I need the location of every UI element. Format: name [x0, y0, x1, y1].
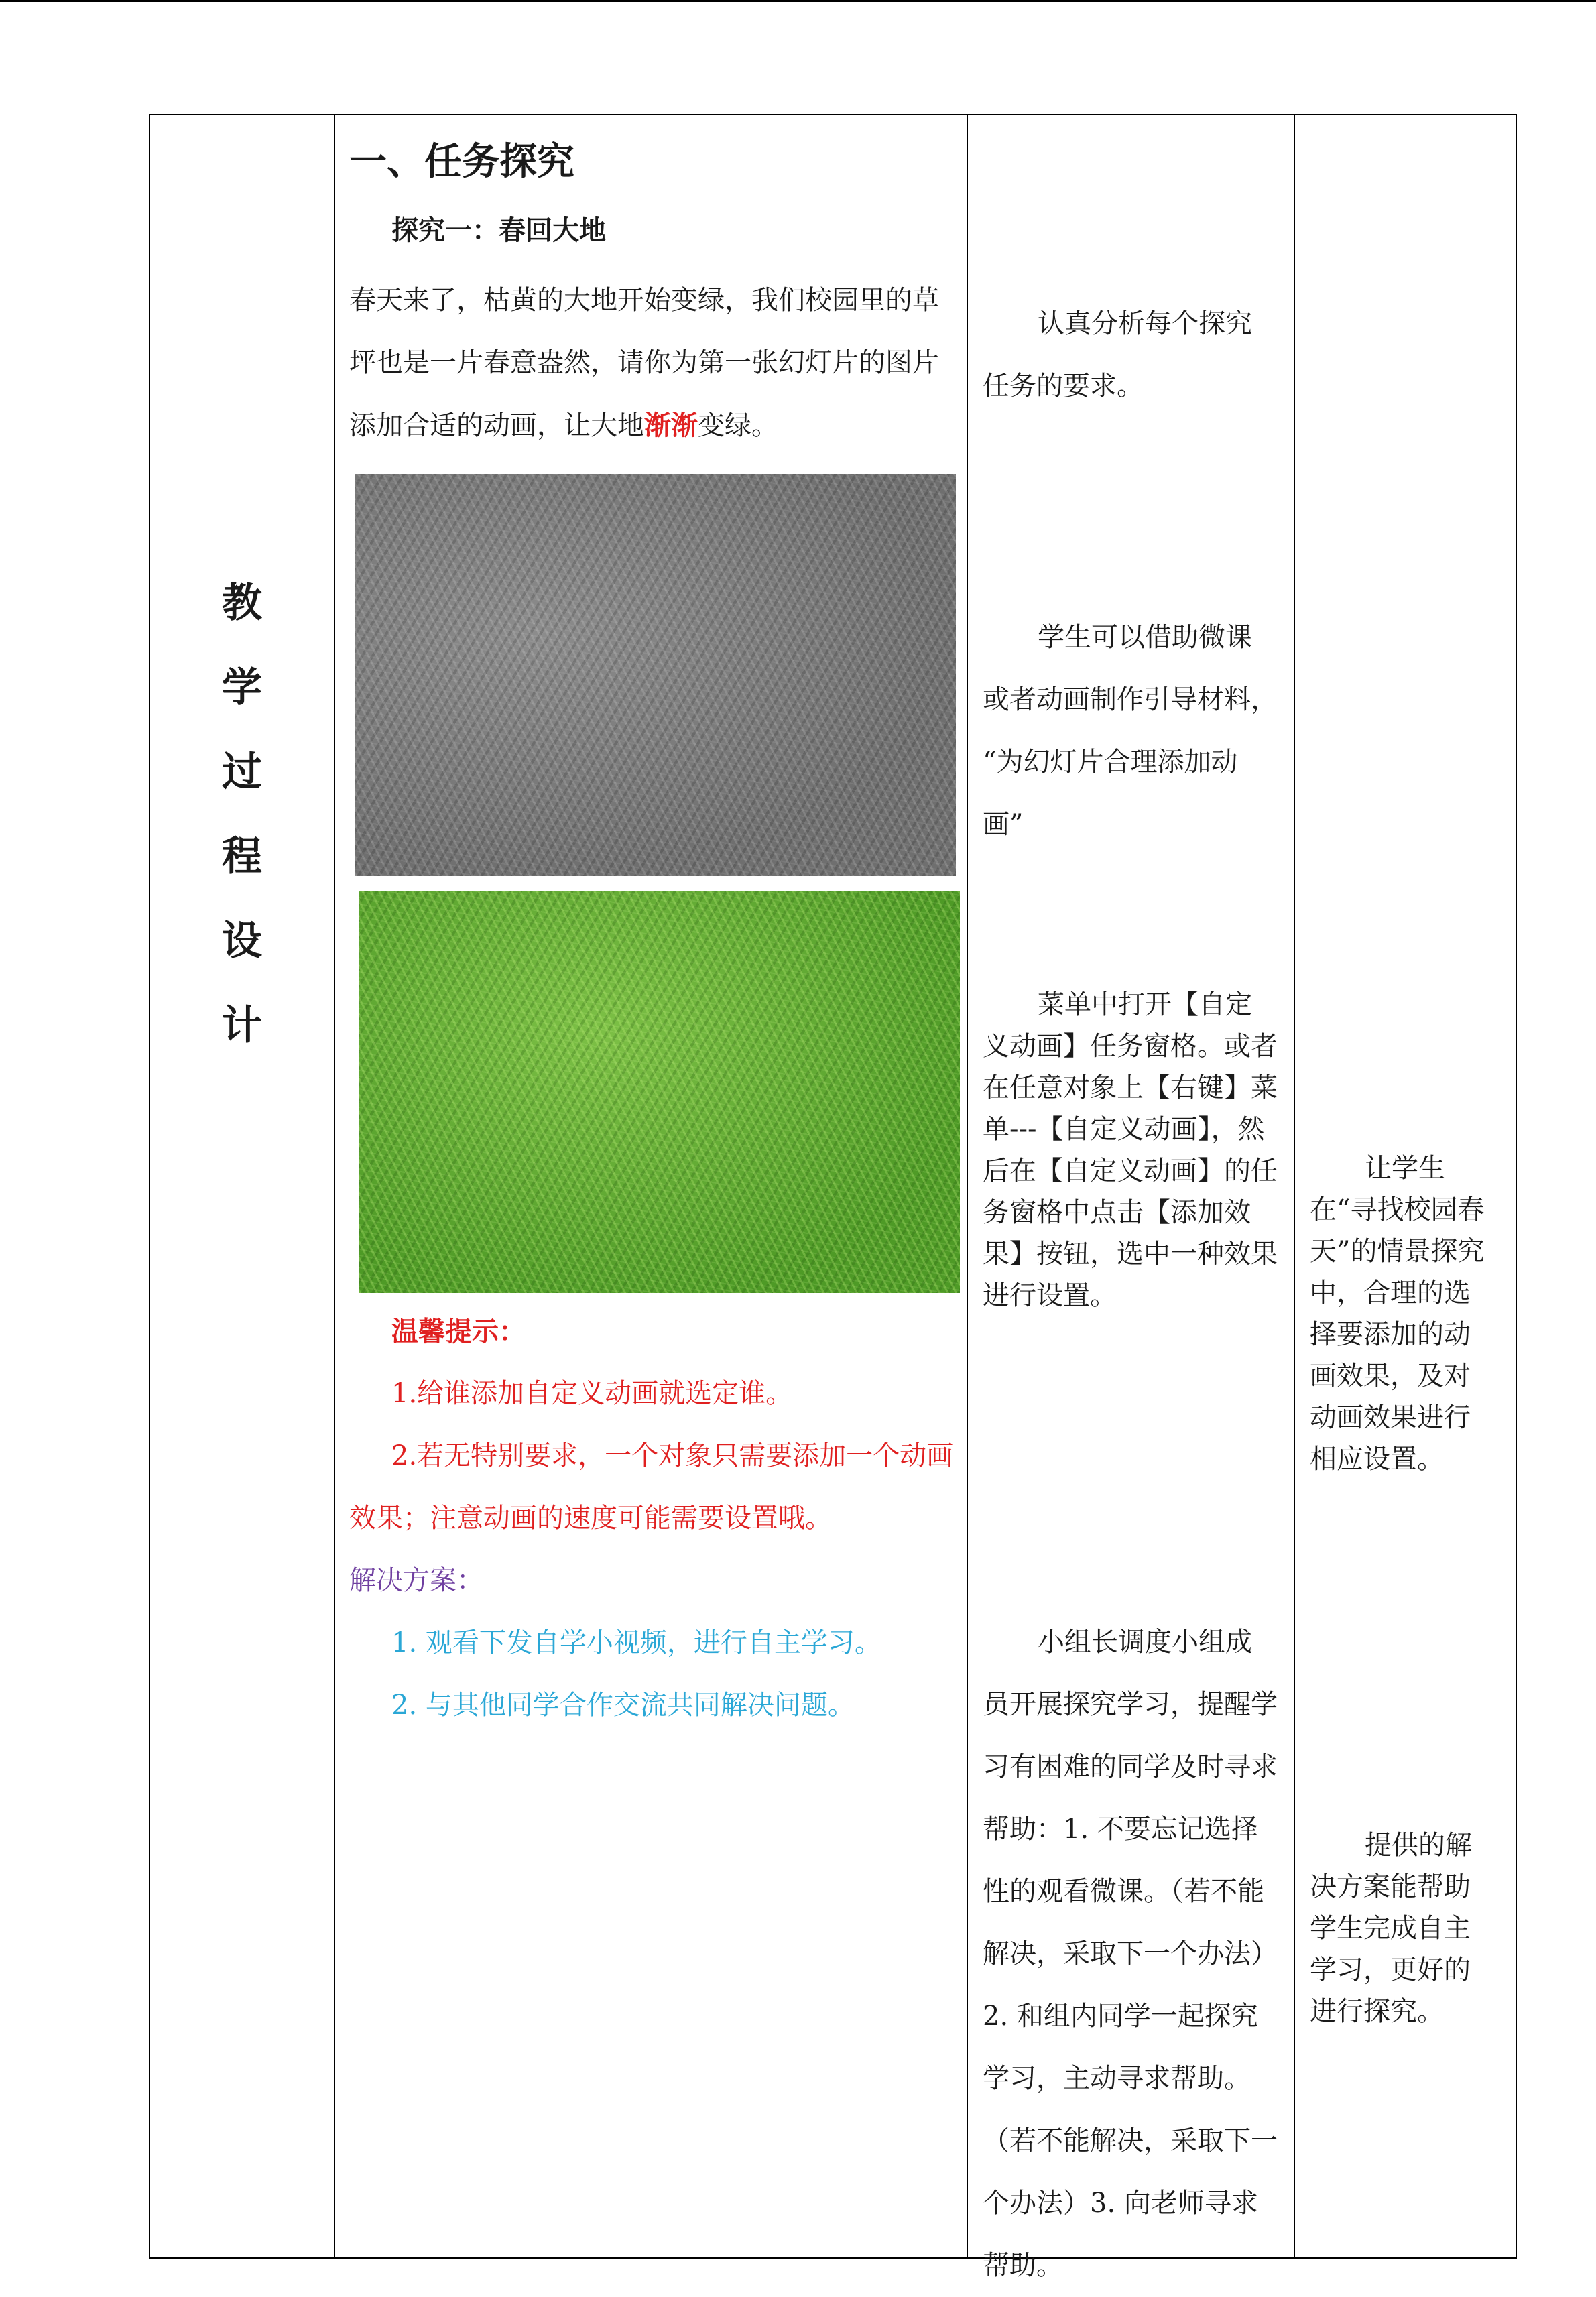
paragraph-text: 春天来了，枯黄的大地开始变绿，我们校园里的草坪也是一片春意盎然，请你为第一张幻灯片的图片添加合适的动画，让大地 — [349, 285, 939, 441]
design-intent-cell — [1294, 115, 1516, 2258]
section-label-char: 学 — [222, 664, 262, 711]
tip-item: 2.若无特别要求，一个对象只需要添加一个动画效果；注意动画的速度可能需要设置哦。 — [349, 1440, 954, 1534]
section-label — [150, 561, 334, 1068]
activity-note-quote: “为幻灯片合理添加动画” — [983, 747, 1238, 840]
section-label-char: 计 — [222, 1002, 262, 1049]
section-label-char: 程 — [222, 833, 262, 880]
paragraph-text-end: 变绿。 — [698, 410, 778, 441]
task-subheading: 探究一：春回大地 — [391, 214, 606, 246]
activity-note: 菜单中打开【自定义动画】任务窗格。或者在任意对象上【右键】菜单---【自定义动画】，然后在【自定义动画】的任务窗格中点击【添加效果】按钮，选中一种效果进行设置。 — [983, 989, 1278, 1311]
tip-item: 1.给谁添加自定义动画就选定谁。 — [391, 1378, 793, 1409]
grass-photo-grayscale — [355, 474, 956, 876]
main-content-cell — [334, 115, 967, 2258]
solution-item: 1. 观看下发自学小视频，进行自主学习。 — [391, 1627, 881, 1658]
section-label-char: 过 — [222, 749, 262, 796]
tips-title: 温馨提示： — [391, 1316, 526, 1347]
section-label-cell — [149, 115, 334, 2258]
section-label-char: 教 — [222, 580, 262, 627]
grass-photo-green — [359, 891, 960, 1293]
activity-note-text: 学生可以借助微课或者动画制作引导材料， — [983, 622, 1278, 715]
section-label-char: 设 — [222, 918, 262, 965]
lesson-plan-table — [149, 114, 1517, 2281]
solution-item: 2. 与其他同学合作交流共同解决问题。 — [391, 1690, 855, 1721]
activity-note — [983, 607, 1278, 856]
student-activity-cell — [967, 115, 1294, 2281]
paragraph-highlight: 渐渐 — [644, 410, 698, 441]
solution-title: 解决方案： — [349, 1565, 483, 1596]
task-heading: 一、任务探究 — [349, 140, 574, 184]
intent-note: 提供的解决方案能帮助学生完成自主学习，更好的进行探究。 — [1310, 1830, 1472, 2027]
activity-note: 认真分析每个探究任务的要求。 — [983, 308, 1252, 401]
task-paragraph — [349, 269, 956, 457]
top-rule — [0, 0, 1596, 2]
intent-note: 让学生在“寻找校园春天”的情景探究中，合理的选择要添加的动画效果，及对动画效果进行相应设置。 — [1310, 1153, 1485, 1475]
activity-note: 小组长调度小组成员开展探究学习，提醒学习有困难的同学及时寻求帮助：1. 不要忘记选择性的观看微课。（若不能解决，采取下一个办法）2. 和组内同学一起探究学习，主动寻求帮助。（若不能解决，采取下一个办法）3. 向老师寻求帮助。 — [983, 1627, 1278, 2281]
